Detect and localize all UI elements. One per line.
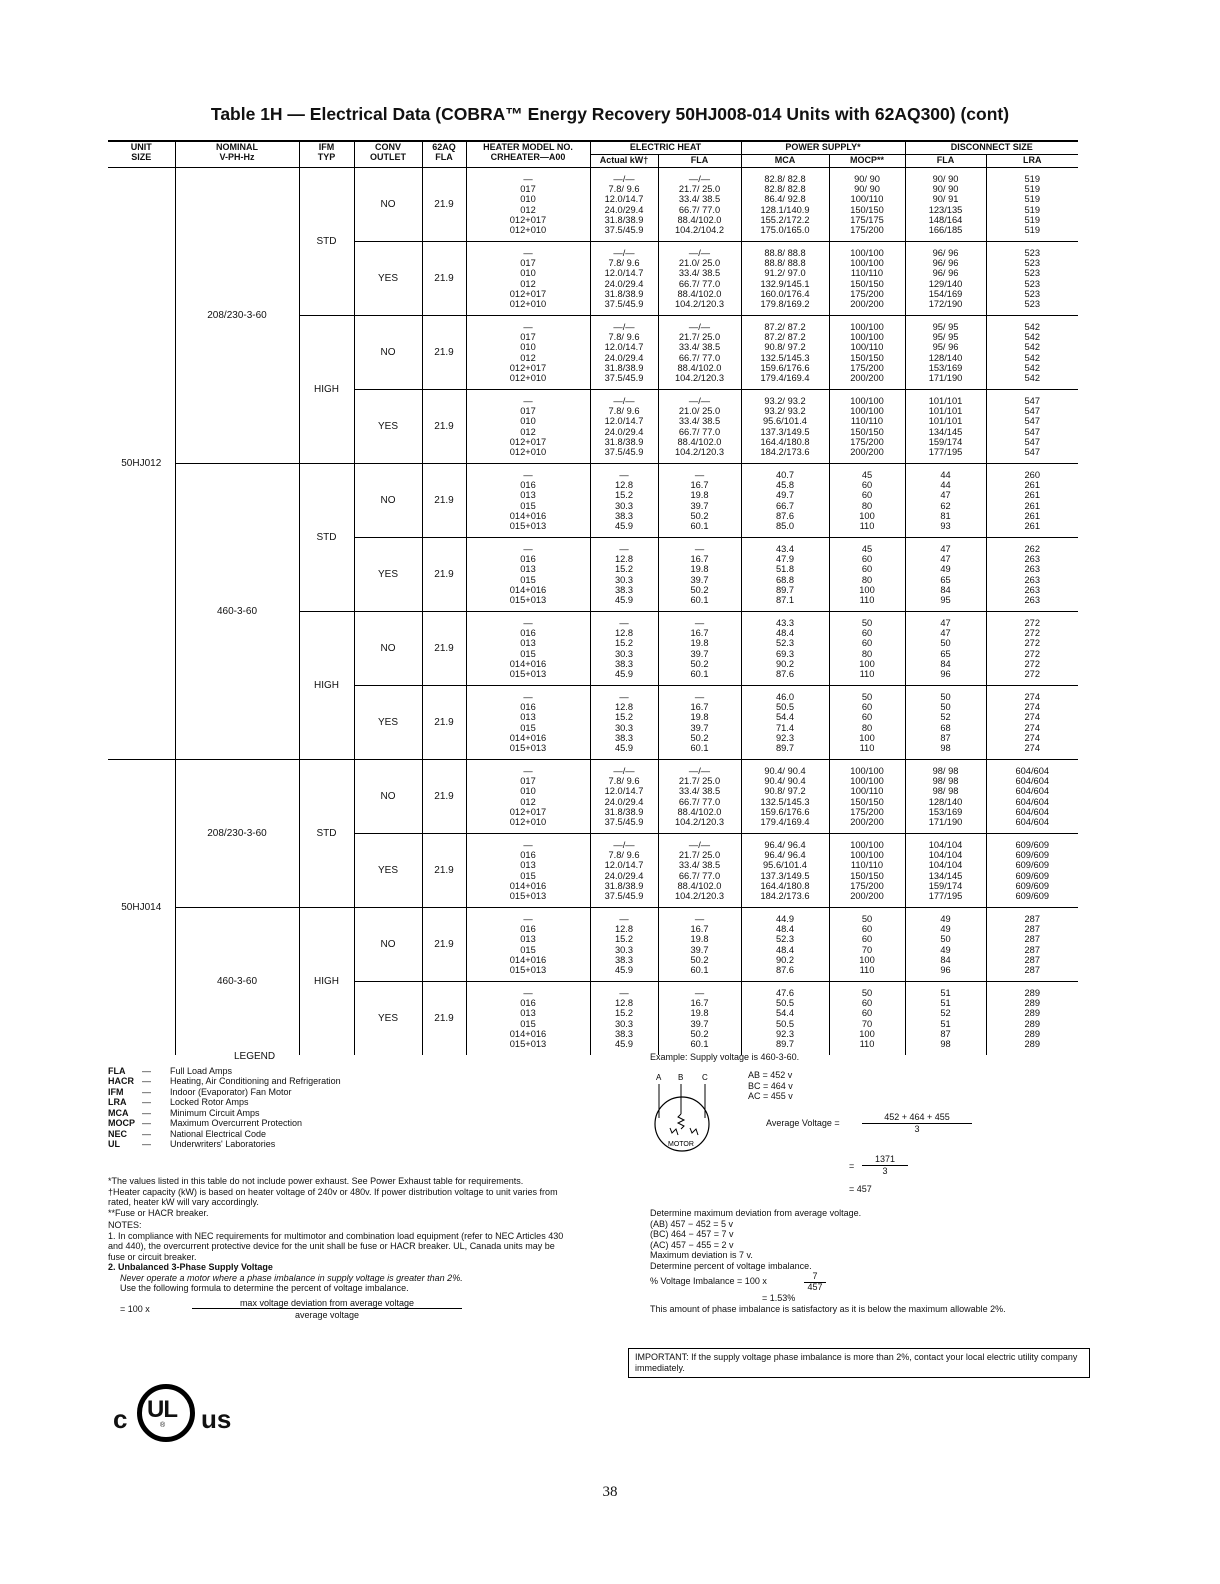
disconnect-fla-cell: 95/ 95 95/ 95 95/ 96 128/140 153/169 171/190 (905, 316, 986, 390)
ifm-type-cell: HIGH (299, 316, 354, 464)
nominal-voltage-cell: 208/230-3-60 (175, 168, 299, 464)
ul-registered: ® (160, 1422, 166, 1429)
disconnect-fla-cell: 104/104 104/104 104/104 134/145 159/174 177/195 (905, 834, 986, 908)
determine-percent: Determine percent of voltage imbalance. (650, 1260, 812, 1271)
heater-model-cell: — 016 013 015 014+016 015+013 (466, 834, 590, 908)
lra-cell: 523 523 523 523 523 523 (986, 242, 1078, 316)
heater-model-cell: — 017 010 012 012+017 012+010 (466, 168, 590, 242)
actual-kw-cell: — 12.8 15.2 30.3 38.3 45.9 (590, 686, 658, 760)
table-row (108, 760, 1078, 834)
conv-outlet-cell: YES (354, 686, 422, 760)
mca-cell: 43.4 47.9 51.8 68.8 89.7 87.1 (741, 538, 829, 612)
voltage-bc: BC = 464 v (748, 1080, 793, 1091)
maximum-deviation: Maximum deviation is 7 v. (650, 1250, 753, 1260)
average-voltage-label: Average Voltage = (766, 1118, 840, 1128)
aq-fla-cell: 21.9 (422, 612, 466, 686)
header-heat-fla: FLA (658, 155, 741, 168)
header-actual-kw: Actual kW† (590, 155, 658, 168)
note-2-warning: Never operate a motor where a phase imbalance in supply voltage is greater than 2%. (120, 1272, 463, 1283)
lra-cell: 542 542 542 542 542 542 (986, 316, 1078, 390)
legend-abbr: MOCP (108, 1118, 135, 1128)
conv-outlet-cell: NO (354, 612, 422, 686)
heat-fla-cell: — 16.7 19.8 39.7 50.2 60.1 (658, 686, 741, 760)
mocp-cell: 100/100 100/100 110/110 150/150 175/200 200/200 (829, 390, 905, 464)
ul-certification-mark (113, 1382, 263, 1448)
percent-formula (650, 1271, 1080, 1293)
deviation-bc: (BC) 464 − 457 = 7 v (650, 1229, 734, 1239)
header-conv: CONV OUTLET (354, 141, 422, 168)
legend-dash: — (142, 1107, 151, 1118)
average-voltage-denominator: 3 (914, 1124, 920, 1134)
actual-kw-cell: —/— 7.8/ 9.6 12.0/14.7 24.0/29.4 31.8/38.9 37.5/45.9 (590, 168, 658, 242)
mocp-cell: 90/ 90 90/ 90 100/110 150/150 175/175 175/200 (829, 168, 905, 242)
legend-dash: — (142, 1086, 151, 1097)
mca-cell: 90.4/ 90.4 90.4/ 90.4 90.8/ 97.2 132.5/145.3 159.6/176.6 179.4/169.4 (741, 760, 829, 834)
legend-abbr: FLA (108, 1065, 126, 1076)
percent-result: = 1.53% (762, 1293, 796, 1303)
example-section (650, 1052, 1080, 1342)
ifm-type-cell: STD (299, 760, 354, 908)
disconnect-fla-cell: 101/101 101/101 101/101 134/145 159/174 177/195 (905, 390, 986, 464)
disconnect-fla-cell: 51 51 52 51 87 98 (905, 982, 986, 1056)
legend-text: Minimum Circuit Amps (170, 1107, 260, 1118)
legend-text: Underwriters' Laboratories (170, 1139, 276, 1149)
voltage-ac: AC = 455 v (748, 1091, 793, 1101)
lra-cell: 272 272 272 272 272 272 (986, 612, 1078, 686)
footnotes (108, 1176, 568, 1324)
sum-numerator: 1371 (862, 1154, 908, 1166)
lra-cell: 519 519 519 519 519 519 (986, 168, 1078, 242)
heater-model-cell: — 016 013 015 014+016 015+013 (466, 538, 590, 612)
header-unit-size: UNIT SIZE (108, 141, 175, 168)
actual-kw-cell: — 12.8 15.2 30.3 38.3 45.9 (590, 464, 658, 538)
mocp-cell: 50 60 60 80 100 110 (829, 686, 905, 760)
unit-size-cell: 50HJ012 (121, 458, 162, 469)
ul-letters: UL (147, 1396, 177, 1423)
heater-model-cell: — 017 010 012 012+017 012+010 (466, 760, 590, 834)
table-row (108, 168, 1078, 242)
aq-fla-cell: 21.9 (422, 982, 466, 1056)
lra-cell: 260 261 261 261 261 261 (986, 464, 1078, 538)
heater-model-cell: — 016 013 015 014+016 015+013 (466, 686, 590, 760)
table-row (108, 464, 1078, 538)
legend-item (108, 1076, 628, 1087)
legend-abbr: NEC (108, 1128, 128, 1139)
header-mocp: MOCP** (829, 155, 905, 168)
unit-size-cell: 50HJ014 (121, 902, 162, 913)
note-1: 1. In compliance with NEC requirements for multimotor and combination load equipment (refer to NEC Articles 430 and 440), the overcurrent protective device for the unit shall be fuse or HACR breaker. UL, Canada units may be fuse or circuit breaker. (108, 1230, 564, 1262)
actual-kw-cell: —/— 7.8/ 9.6 12.0/14.7 24.0/29.4 31.8/38.9 37.5/45.9 (590, 316, 658, 390)
header-heater: HEATER MODEL NO. CRHEATER—A00 (466, 141, 590, 168)
mocp-cell: 100/100 100/100 110/110 150/150 175/200 200/200 (829, 242, 905, 316)
heater-model-cell: — 017 010 012 012+017 012+010 (466, 242, 590, 316)
phase-c-label: C (702, 1073, 708, 1082)
deviation-steps (650, 1208, 1080, 1314)
mca-cell: 44.9 48.4 52.3 48.4 90.2 87.6 (741, 908, 829, 982)
electrical-data-table (108, 140, 1078, 1055)
legend (108, 1052, 628, 1150)
legend-text: Heating, Air Conditioning and Refrigeration (170, 1076, 341, 1086)
lra-cell: 262 263 263 263 263 263 (986, 538, 1078, 612)
conv-outlet-cell: YES (354, 390, 422, 464)
legend-abbr: IFM (108, 1086, 124, 1097)
ifm-type-cell: HIGH (299, 908, 354, 1056)
header-nominal: NOMINAL V-PH-Hz (175, 141, 299, 168)
legend-abbr: HACR (108, 1076, 134, 1086)
aq-fla-cell: 21.9 (422, 686, 466, 760)
mocp-cell: 100/100 100/100 100/110 150/150 175/200 200/200 (829, 760, 905, 834)
aq-fla-cell: 21.9 (422, 908, 466, 982)
legend-item (108, 1118, 628, 1129)
disconnect-fla-cell: 49 49 50 49 84 96 (905, 908, 986, 982)
heat-fla-cell: — 16.7 19.8 39.7 50.2 60.1 (658, 464, 741, 538)
conv-outlet-cell: YES (354, 834, 422, 908)
motor-diagram (650, 1070, 720, 1156)
legend-item (108, 1139, 628, 1150)
ifm-type-cell: HIGH (299, 612, 354, 760)
mca-cell: 43.3 48.4 52.3 69.3 90.2 87.6 (741, 612, 829, 686)
mca-cell: 82.8/ 82.8 82.8/ 82.8 86.4/ 92.8 128.1/140.9 155.2/172.2 175.0/165.0 (741, 168, 829, 242)
ifm-type-cell: STD (299, 168, 354, 316)
conv-outlet-cell: NO (354, 168, 422, 242)
mca-cell: 96.4/ 96.4 96.4/ 96.4 95.6/101.4 137.3/149.5 164.4/180.8 184.2/173.6 (741, 834, 829, 908)
mocp-cell: 50 60 60 80 100 110 (829, 612, 905, 686)
voltage-ab: AB = 452 v (748, 1070, 793, 1080)
ul-us-letters: us (201, 1404, 232, 1434)
note-2-title: 2. Unbalanced 3-Phase Supply Voltage (108, 1262, 273, 1272)
header-62aq-fla: 62AQ FLA (422, 141, 466, 168)
heater-model-cell: — 016 013 015 014+016 015+013 (466, 464, 590, 538)
legend-dash: — (142, 1118, 151, 1128)
phase-a-label: A (656, 1073, 662, 1082)
mocp-cell: 100/100 100/100 110/110 150/150 175/200 200/200 (829, 834, 905, 908)
heater-model-cell: — 016 013 015 014+016 015+013 (466, 982, 590, 1056)
notes-title: NOTES: (108, 1220, 142, 1230)
disconnect-fla-cell: 96/ 96 96/ 96 96/ 96 129/140 154/169 172/190 (905, 242, 986, 316)
aq-fla-cell: 21.9 (422, 316, 466, 390)
lra-cell: 609/609 609/609 609/609 609/609 609/609 609/609 (986, 834, 1078, 908)
heat-fla-cell: — 16.7 19.8 39.7 50.2 60.1 (658, 538, 741, 612)
legend-dash: — (142, 1097, 151, 1107)
header-power-supply: POWER SUPPLY* (741, 141, 905, 155)
footnote-star: *The values listed in this table do not include power exhaust. See Power Exhaust table for requirements. (108, 1176, 524, 1186)
heat-fla-cell: —/— 21.0/ 25.0 33.4/ 38.5 66.7/ 77.0 88.4/102.0 104.2/120.3 (658, 390, 741, 464)
legend-abbr: UL (108, 1139, 120, 1149)
heat-fla-cell: —/— 21.7/ 25.0 33.4/ 38.5 66.7/ 77.0 88.4/102.0 104.2/104.2 (658, 168, 741, 242)
lra-cell: 289 289 289 289 289 289 (986, 982, 1078, 1056)
legend-dash: — (142, 1076, 151, 1086)
legend-text: National Electrical Code (170, 1128, 267, 1139)
heat-fla-cell: —/— 21.7/ 25.0 33.4/ 38.5 66.7/ 77.0 88.4/102.0 104.2/120.3 (658, 316, 741, 390)
deviation-ac: (AC) 457 − 455 = 2 v (650, 1239, 734, 1250)
percent-numerator: 7 (804, 1271, 826, 1283)
mocp-cell: 45 60 60 80 100 110 (829, 538, 905, 612)
legend-text: Locked Rotor Amps (170, 1097, 249, 1107)
mocp-cell: 45 60 60 80 100 110 (829, 464, 905, 538)
deviation-title: Determine maximum deviation from average voltage. (650, 1208, 862, 1218)
heat-fla-cell: —/— 21.0/ 25.0 33.4/ 38.5 66.7/ 77.0 88.4/102.0 104.2/120.3 (658, 242, 741, 316)
actual-kw-cell: —/— 7.8/ 9.6 12.0/14.7 24.0/29.4 31.8/38.9 37.5/45.9 (590, 834, 658, 908)
mca-cell: 40.7 45.8 49.7 66.7 87.6 85.0 (741, 464, 829, 538)
legend-item (108, 1087, 628, 1098)
page-number: 38 (602, 1484, 618, 1500)
mca-cell: 87.2/ 87.2 87.2/ 87.2 90.8/ 97.2 132.5/145.3 159.6/176.6 179.4/169.4 (741, 316, 829, 390)
heat-fla-cell: —/— 21.7/ 25.0 33.4/ 38.5 66.7/ 77.0 88.4/102.0 104.2/120.3 (658, 760, 741, 834)
disconnect-fla-cell: 47 47 50 65 84 96 (905, 612, 986, 686)
nominal-voltage-cell: 460-3-60 (175, 464, 299, 760)
conv-outlet-cell: NO (354, 908, 422, 982)
legend-item (108, 1066, 628, 1077)
heater-model-cell: — 016 013 015 014+016 015+013 (466, 612, 590, 686)
aq-fla-cell: 21.9 (422, 464, 466, 538)
footnote-dagger: †Heater capacity (kW) is based on heater voltage of 240v or 480v. If power distribution voltage to unit varies from rated, heater kW will vary accordingly. (108, 1186, 558, 1207)
actual-kw-cell: —/— 7.8/ 9.6 12.0/14.7 24.0/29.4 31.8/38.9 37.5/45.9 (590, 390, 658, 464)
legend-item (108, 1097, 628, 1108)
aq-fla-cell: 21.9 (422, 834, 466, 908)
heat-fla-cell: —/— 21.7/ 25.0 33.4/ 38.5 66.7/ 77.0 88.4/102.0 104.2/120.3 (658, 834, 741, 908)
important-note: IMPORTANT: If the supply voltage phase imbalance is more than 2%, contact your local electric utility company immediately. (628, 1348, 1090, 1378)
disconnect-fla-cell: 47 47 49 65 84 95 (905, 538, 986, 612)
legend-abbr: LRA (108, 1097, 127, 1107)
aq-fla-cell: 21.9 (422, 168, 466, 242)
header-lra: LRA (986, 155, 1078, 168)
lra-cell: 547 547 547 547 547 547 (986, 390, 1078, 464)
heat-fla-cell: — 16.7 19.8 39.7 50.2 60.1 (658, 982, 741, 1056)
formula-numerator: max voltage deviation from average voltage (192, 1298, 462, 1310)
mocp-cell: 50 60 60 70 100 110 (829, 908, 905, 982)
mca-cell: 93.2/ 93.2 93.2/ 93.2 95.6/101.4 137.3/149.5 164.4/180.8 184.2/173.6 (741, 390, 829, 464)
legend-text: Maximum Overcurrent Protection (170, 1118, 303, 1128)
conv-outlet-cell: YES (354, 538, 422, 612)
mca-cell: 46.0 50.5 54.4 71.4 92.3 89.7 (741, 686, 829, 760)
legend-title: LEGEND (234, 1051, 276, 1062)
disconnect-fla-cell: 90/ 90 90/ 90 90/ 91 123/135 148/164 166/185 (905, 168, 986, 242)
actual-kw-cell: —/— 7.8/ 9.6 12.0/14.7 24.0/29.4 31.8/38.9 37.5/45.9 (590, 760, 658, 834)
measured-voltages (748, 1070, 793, 1102)
ifm-type-cell: STD (299, 464, 354, 612)
actual-kw-cell: — 12.8 15.2 30.3 38.3 45.9 (590, 538, 658, 612)
nominal-voltage-cell: 208/230-3-60 (175, 760, 299, 908)
sum-denominator: 3 (882, 1166, 888, 1176)
disconnect-fla-cell: 50 50 52 68 87 98 (905, 686, 986, 760)
phase-b-label: B (678, 1073, 684, 1082)
deviation-ab: (AB) 457 − 452 = 5 v (650, 1218, 734, 1229)
legend-dash: — (142, 1139, 151, 1149)
header-mca: MCA (741, 155, 829, 168)
legend-dash: — (142, 1065, 151, 1076)
actual-kw-cell: — 12.8 15.2 30.3 38.3 45.9 (590, 982, 658, 1056)
heater-model-cell: — 017 010 012 012+017 012+010 (466, 390, 590, 464)
legend-text: Full Load Amps (170, 1065, 233, 1076)
mca-cell: 88.8/ 88.8 88.8/ 88.8 91.2/ 97.0 132.9/145.1 160.0/176.4 179.8/169.2 (741, 242, 829, 316)
legend-item (108, 1108, 628, 1119)
percent-label: % Voltage Imbalance = 100 x (650, 1276, 767, 1286)
disconnect-fla-cell: 98/ 98 98/ 98 98/ 98 128/140 153/169 171/190 (905, 760, 986, 834)
page-title: Table 1H — Electrical Data (COBRA™ Energy Recovery 50HJ008-014 Units with 62AQ300) (cont) (210, 104, 1010, 124)
aq-fla-cell: 21.9 (422, 760, 466, 834)
formula-denominator: average voltage (294, 1309, 360, 1320)
conclusion: This amount of phase imbalance is satisfactory as it is below the maximum allowable 2%. (650, 1303, 1006, 1314)
conv-outlet-cell: NO (354, 464, 422, 538)
sum-equals: = (849, 1161, 855, 1171)
heater-model-cell: — 017 010 012 012+017 012+010 (466, 316, 590, 390)
legend-dash: — (142, 1128, 151, 1139)
footnote-double-star: **Fuse or HACR breaker. (108, 1207, 209, 1218)
example-title: Example: Supply voltage is 460-3-60. (650, 1052, 800, 1062)
conv-outlet-cell: YES (354, 242, 422, 316)
heat-fla-cell: — 16.7 19.8 39.7 50.2 60.1 (658, 908, 741, 982)
table-row (108, 908, 1078, 982)
heat-fla-cell: — 16.7 19.8 39.7 50.2 60.1 (658, 612, 741, 686)
percent-denominator: 457 (807, 1282, 823, 1292)
ul-c-letter: c (113, 1404, 128, 1434)
header-electric-heat: ELECTRIC HEAT (590, 141, 741, 155)
actual-kw-cell: — 12.8 15.2 30.3 38.3 45.9 (590, 908, 658, 982)
legend-abbr: MCA (108, 1107, 129, 1118)
imbalance-formula (108, 1298, 568, 1324)
conv-outlet-cell: NO (354, 760, 422, 834)
mca-cell: 47.6 50.5 54.4 50.5 92.3 89.7 (741, 982, 829, 1056)
nominal-voltage-cell: 460-3-60 (175, 908, 299, 1056)
mocp-cell: 100/100 100/100 100/110 150/150 175/200 200/200 (829, 316, 905, 390)
aq-fla-cell: 21.9 (422, 390, 466, 464)
lra-cell: 604/604 604/604 604/604 604/604 604/604 604/604 (986, 760, 1078, 834)
formula-lhs: = 100 x (120, 1303, 150, 1314)
legend-list (108, 1066, 628, 1150)
actual-kw-cell: — 12.8 15.2 30.3 38.3 45.9 (590, 612, 658, 686)
note-2-text: Use the following formula to determine the percent of voltage imbalance. (120, 1283, 409, 1293)
mocp-cell: 50 60 60 70 100 110 (829, 982, 905, 1056)
header-disconnect-size: DISCONNECT SIZE (905, 141, 1078, 155)
aq-fla-cell: 21.9 (422, 538, 466, 612)
average-result: = 457 (849, 1184, 872, 1194)
lra-cell: 274 274 274 274 274 274 (986, 686, 1078, 760)
average-voltage-numerator: 452 + 464 + 455 (862, 1112, 972, 1124)
actual-kw-cell: —/— 7.8/ 9.6 12.0/14.7 24.0/29.4 31.8/38.9 37.5/45.9 (590, 242, 658, 316)
aq-fla-cell: 21.9 (422, 242, 466, 316)
disconnect-fla-cell: 44 44 47 62 81 93 (905, 464, 986, 538)
conv-outlet-cell: YES (354, 982, 422, 1056)
heater-model-cell: — 016 013 015 014+016 015+013 (466, 908, 590, 982)
motor-label: MOTOR (668, 1141, 694, 1148)
lra-cell: 287 287 287 287 287 287 (986, 908, 1078, 982)
conv-outlet-cell: NO (354, 316, 422, 390)
header-ifm: IFM TYP (299, 141, 354, 168)
legend-item (108, 1129, 628, 1140)
header-disc-fla: FLA (905, 155, 986, 168)
legend-text: Indoor (Evaporator) Fan Motor (170, 1086, 292, 1097)
